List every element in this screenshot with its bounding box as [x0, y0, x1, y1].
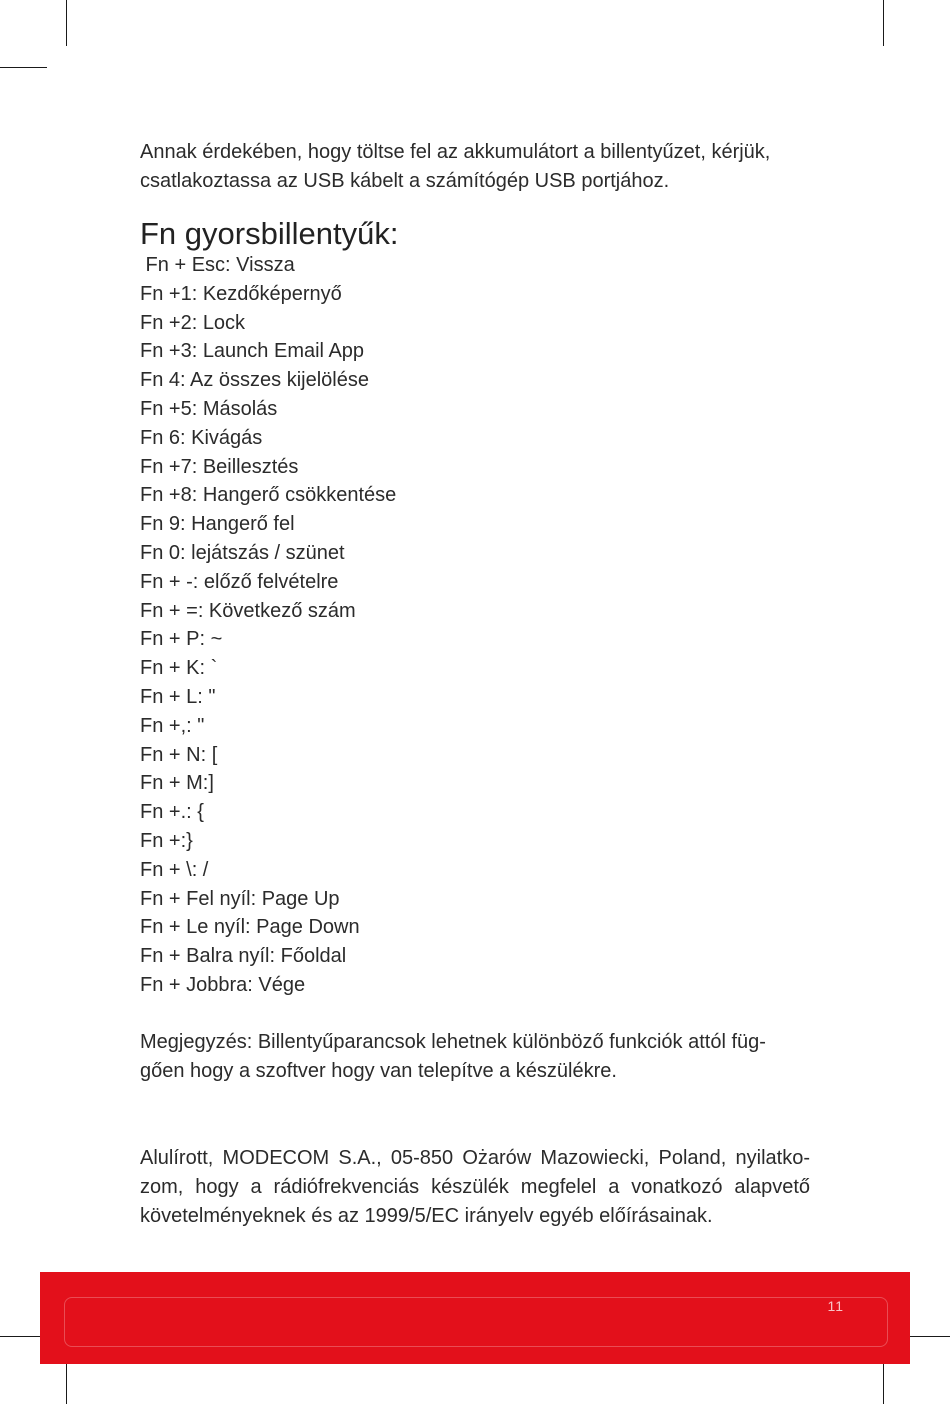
shortcut-item: Fn + N: [: [140, 743, 218, 766]
shortcut-item: Fn +,: ": [140, 714, 205, 737]
shortcut-item: Fn + L: ": [140, 685, 216, 708]
crop-mark-bottom-left-vertical: [66, 1358, 67, 1404]
shortcut-item: Fn + Jobbra: Vége: [140, 973, 306, 996]
shortcut-item: Fn + Esc: Vissza: [140, 254, 295, 276]
shortcut-item: Fn + =: Következő szám: [140, 599, 356, 622]
section-heading: Fn gyorsbillentyűk:: [140, 216, 399, 251]
shortcut-item: Fn +.: {: [140, 801, 204, 824]
note-paragraph: [140, 1028, 810, 1086]
shortcut-list: [140, 251, 396, 1000]
shortcut-item: Fn + \: /: [140, 858, 209, 881]
shortcut-item: Fn +7: Beillesztés: [140, 455, 299, 478]
declaration-line: követelményeknek és az 1999/5/EC irányelv egyéb előírásainak.: [140, 1205, 713, 1227]
shortcut-item: Fn 4: Az összes kijelölése: [140, 369, 369, 392]
note-line: Megjegyzés: Billentyűparancsok lehetnek különböző funkciók attól füg-: [140, 1031, 766, 1053]
declaration-line: zom, hogy a rádiófrekvenciás készülék megfelel a vonatkozó alapvető: [140, 1176, 810, 1198]
intro-paragraph: [140, 138, 810, 196]
footer-band-frame: [64, 1297, 888, 1347]
intro-line: Annak érdekében, hogy töltse fel az akkumulátort a billentyűzet, kérjük,: [140, 141, 771, 163]
shortcut-item: Fn +1: Kezdőképernyő: [140, 282, 342, 305]
shortcut-item: Fn + Balra nyíl: Főoldal: [140, 945, 347, 968]
shortcut-item: Fn +8: Hangerő csökkentése: [140, 484, 397, 507]
shortcut-item: Fn 6: Kivágás: [140, 426, 263, 449]
crop-mark-top-left-horizontal: [0, 67, 47, 68]
shortcut-item: Fn +3: Launch Email App: [140, 340, 365, 363]
shortcut-item: Fn 0: lejátszás / szünet: [140, 541, 345, 564]
crop-mark-top-right-vertical: [883, 0, 884, 46]
page-number: 11: [827, 1298, 844, 1314]
note-line: gően hogy a szoftver hogy van telepítve a készülékre.: [140, 1060, 617, 1082]
shortcut-item: Fn +:}: [140, 829, 193, 852]
shortcut-item: Fn +2: Lock: [140, 311, 246, 334]
crop-mark-top-left-vertical: [66, 0, 67, 46]
declaration-line: Alulírott, MODECOM S.A., 05-850 Ożarów Mazowiecki, Poland, nyilatko-: [140, 1147, 810, 1169]
shortcut-item: Fn +5: Másolás: [140, 397, 278, 420]
crop-mark-bottom-right-vertical: [883, 1358, 884, 1404]
shortcut-item: Fn + Fel nyíl: Page Up: [140, 887, 340, 910]
crop-mark-bottom-right-horizontal: [903, 1336, 950, 1337]
footer-band: [40, 1272, 910, 1364]
shortcut-item: Fn 9: Hangerő fel: [140, 513, 295, 536]
shortcut-item: Fn + -: előző felvételre: [140, 570, 339, 593]
shortcut-item: Fn + Le nyíl: Page Down: [140, 916, 360, 939]
intro-line: csatlakoztassa az USB kábelt a számítógép USB portjához.: [140, 170, 670, 192]
shortcut-item: Fn + K: `: [140, 657, 218, 680]
shortcut-item: Fn + M:]: [140, 772, 214, 795]
declaration-paragraph: [140, 1144, 810, 1231]
shortcut-item: Fn + P: ~: [140, 628, 223, 651]
